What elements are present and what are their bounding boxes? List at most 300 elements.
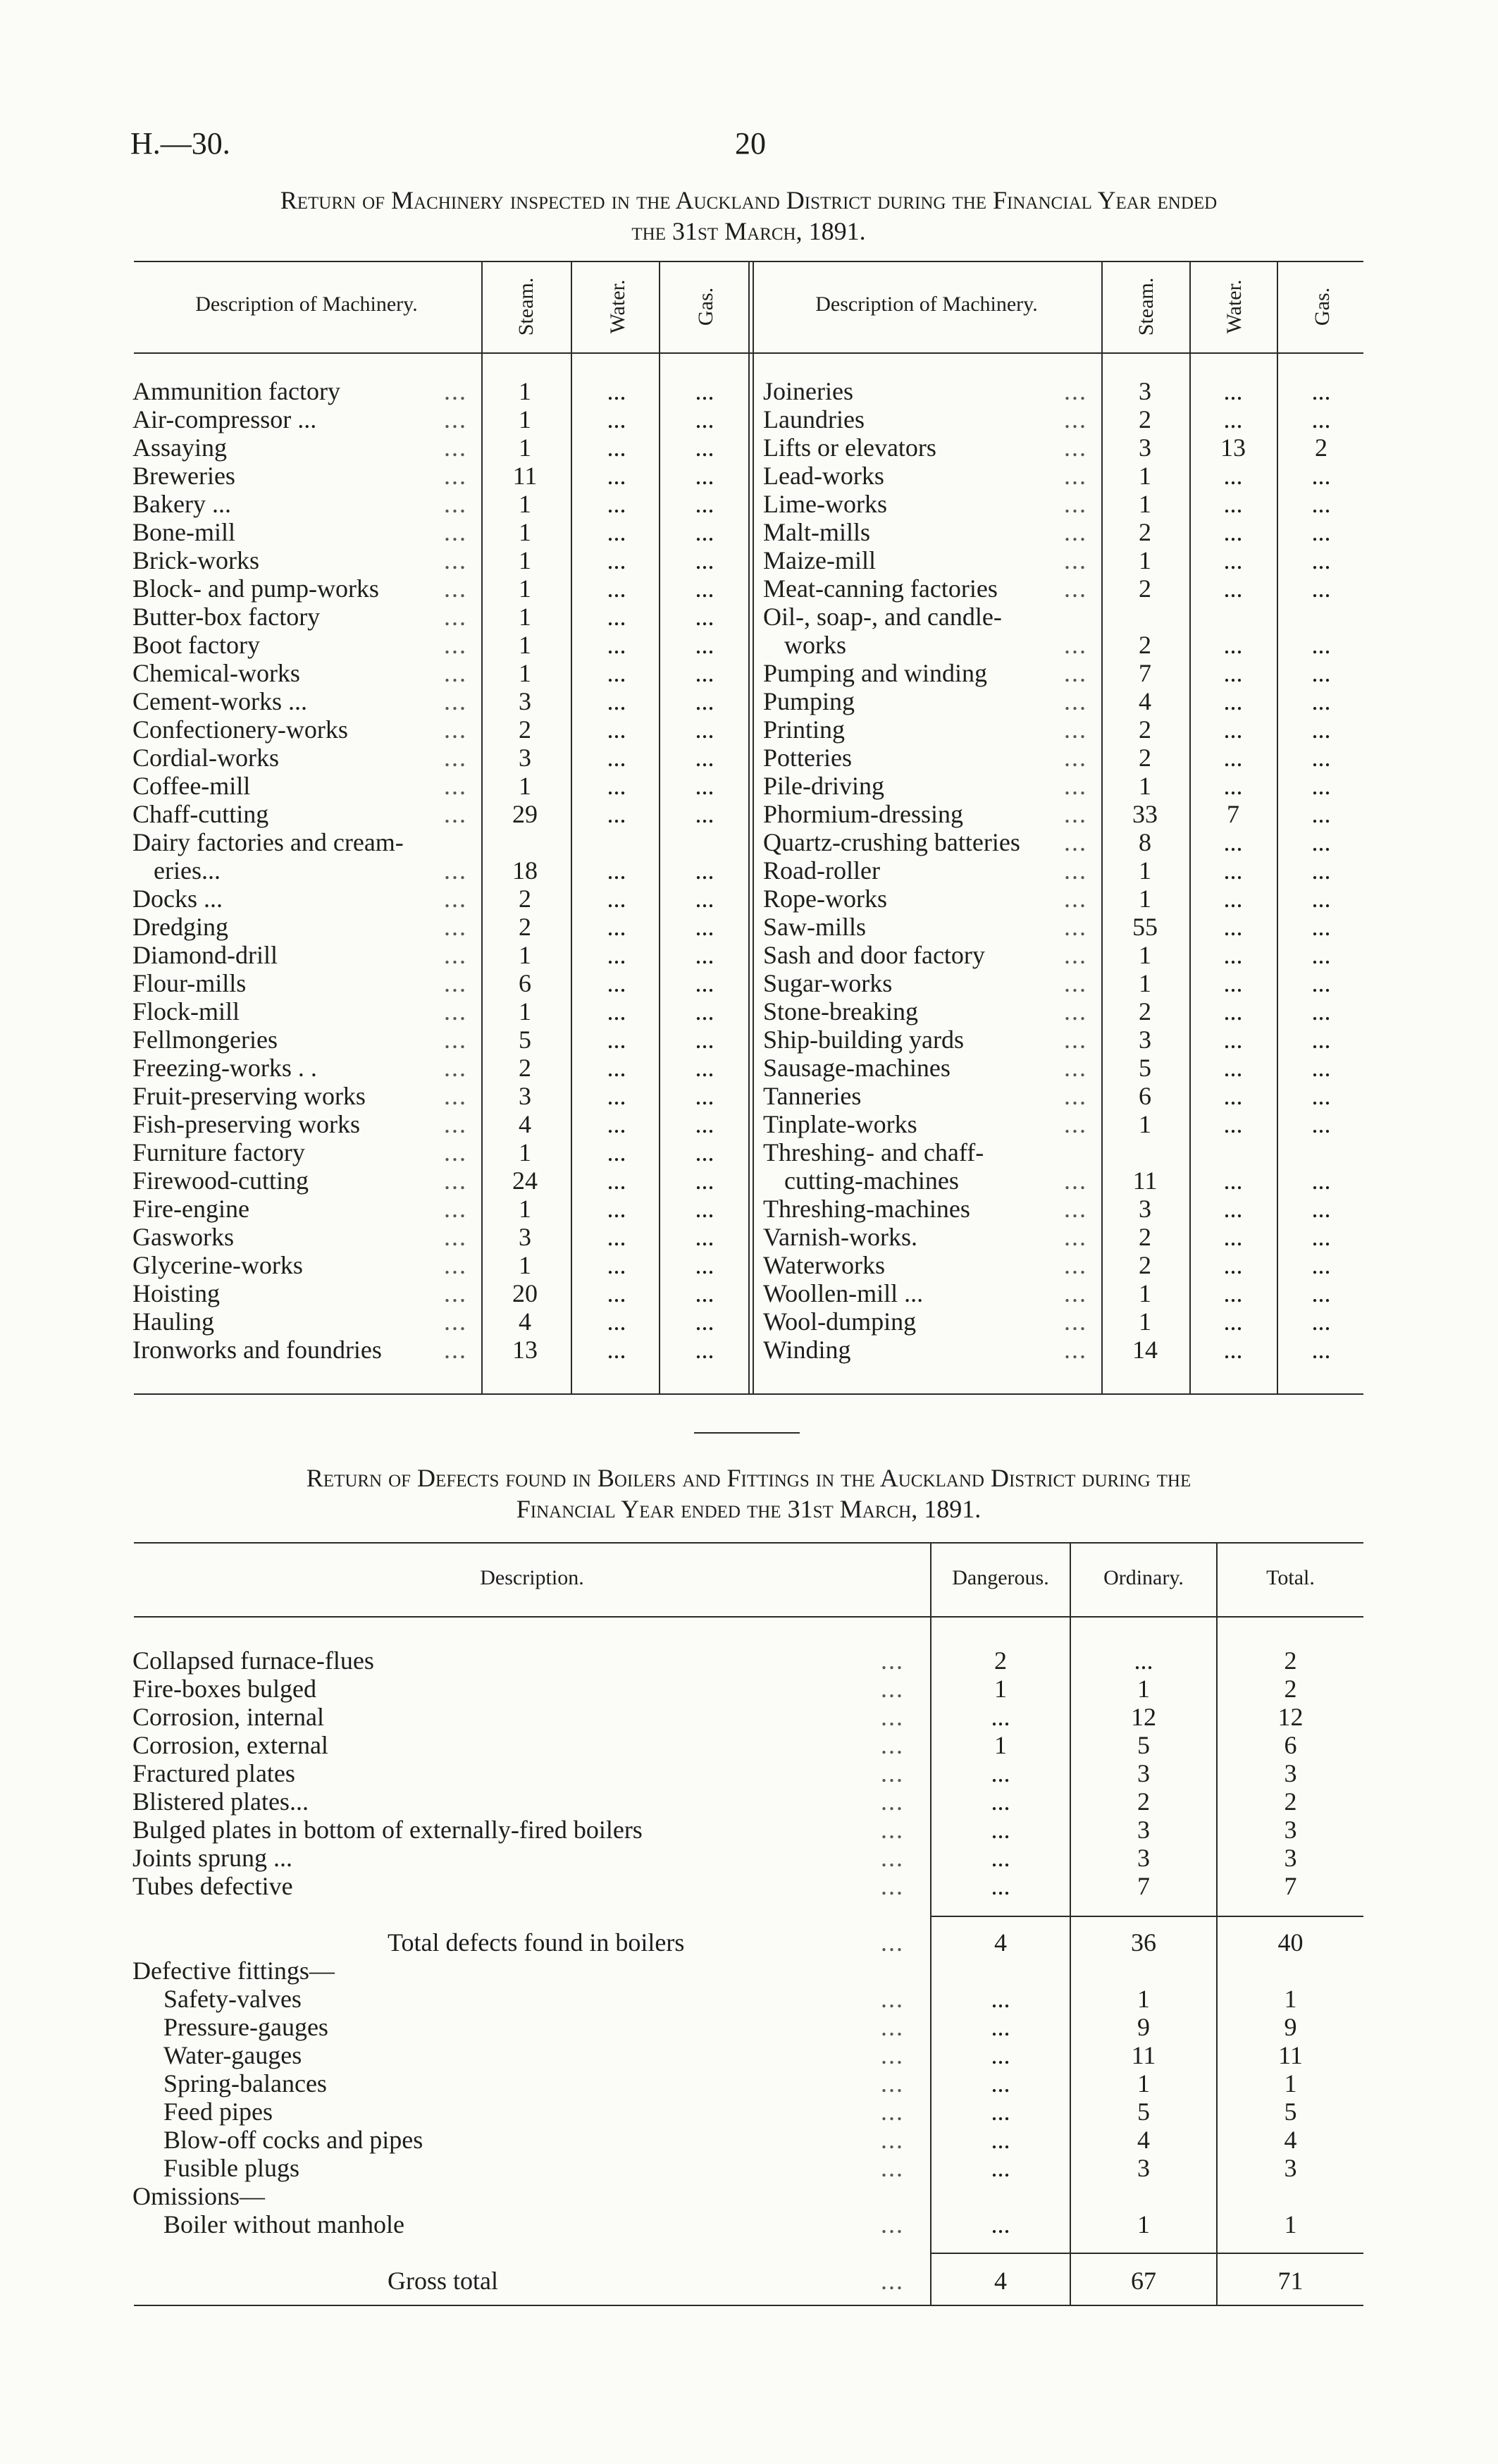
steam-value: 5 — [519, 1025, 531, 1054]
total-value: 71 — [1277, 2267, 1304, 2295]
steam-value: 1 — [1139, 969, 1151, 997]
gas-value: ... — [1311, 546, 1331, 574]
table-row — [0, 1759, 1498, 1787]
machinery-description: Tinplate-works — [763, 1110, 917, 1138]
leader-dots: ... — [444, 1251, 467, 1279]
leader-dots: ... — [444, 1110, 467, 1138]
steam-value: 2 — [1139, 744, 1151, 772]
water-value: ... — [1223, 462, 1243, 490]
machinery-description: Sugar-works — [763, 969, 893, 997]
dangerous-value: ... — [991, 2126, 1010, 2154]
table-row — [0, 2126, 1498, 2154]
steam-value: 24 — [512, 1166, 538, 1195]
machinery-description: Flour-mills — [132, 969, 247, 997]
leader-dots: ... — [444, 969, 467, 997]
col-gas-left: Gas. — [694, 287, 717, 326]
table-row — [0, 1985, 1498, 2013]
leader-dots: ... — [1064, 687, 1087, 715]
steam-value: 2 — [1139, 518, 1151, 546]
ordinary-value: 2 — [1137, 1787, 1150, 1816]
col-water-left: Water. — [606, 279, 629, 334]
water-value: 7 — [1227, 800, 1239, 828]
steam-value: 1 — [519, 941, 531, 969]
water-value: ... — [1223, 1110, 1243, 1138]
gas-value: ... — [695, 462, 714, 490]
defect-description: Water-gauges — [163, 2041, 302, 2069]
gas-value: ... — [695, 1279, 714, 1307]
leader-dots: ... — [881, 1731, 904, 1759]
water-value: ... — [607, 546, 626, 574]
water-value: ... — [607, 772, 626, 800]
leader-dots: ... — [881, 2013, 904, 2041]
machinery-description: Lime-works — [763, 490, 887, 518]
steam-value: 5 — [1139, 1054, 1151, 1082]
gas-value: ... — [695, 433, 714, 462]
steam-value: 6 — [1139, 1082, 1151, 1110]
water-value: ... — [1223, 574, 1243, 603]
table-row — [0, 1731, 1498, 1759]
gas-value: ... — [695, 1251, 714, 1279]
water-value: ... — [1223, 1054, 1243, 1082]
table-row — [0, 1646, 1498, 1675]
ordinary-value: 9 — [1137, 2013, 1150, 2041]
water-value: ... — [1223, 969, 1243, 997]
ordinary-value: ... — [1134, 1646, 1153, 1675]
machinery-description: Meat-canning factories — [763, 574, 998, 603]
leader-dots: ... — [881, 1787, 904, 1816]
steam-value: 1 — [1139, 490, 1151, 518]
machinery-description: Block- and pump-works — [132, 574, 379, 603]
gas-value: ... — [695, 1336, 714, 1364]
machinery-description: Docks ... — [132, 885, 223, 913]
total-value: 5 — [1284, 2098, 1297, 2126]
machinery-description: Winding — [763, 1336, 851, 1364]
steam-value: 1 — [519, 997, 531, 1025]
machinery-description: Phormium-dressing — [763, 800, 963, 828]
leader-dots: ... — [881, 1985, 904, 2013]
steam-value: 1 — [1139, 462, 1151, 490]
machinery-description: Rope-works — [763, 885, 887, 913]
machinery-description: Hoisting — [132, 1279, 221, 1307]
total-value: 1 — [1284, 2069, 1297, 2098]
leader-dots: ... — [444, 1307, 467, 1336]
defect-description: Blistered plates... — [132, 1787, 309, 1816]
gas-value: ... — [695, 1110, 714, 1138]
dangerous-value: ... — [991, 2098, 1010, 2126]
gas-value: 2 — [1315, 433, 1327, 462]
leader-dots: ... — [1064, 546, 1087, 574]
leader-dots: ... — [444, 997, 467, 1025]
gas-value: ... — [1311, 772, 1331, 800]
gas-value: ... — [695, 405, 714, 433]
machinery-description: Tanneries — [763, 1082, 862, 1110]
gas-value: ... — [695, 1195, 714, 1223]
defect-description: Spring-balances — [163, 2069, 327, 2098]
total-value: 12 — [1277, 1703, 1304, 1731]
ordinary-value: 1 — [1137, 2210, 1150, 2238]
leader-dots: ... — [881, 2069, 904, 2098]
water-value: ... — [1223, 546, 1243, 574]
defect-description: Boiler without manhole — [163, 2210, 404, 2238]
gas-value: ... — [695, 518, 714, 546]
leader-dots: ... — [444, 941, 467, 969]
leader-dots: ... — [881, 2041, 904, 2069]
water-value: ... — [1223, 1251, 1243, 1279]
water-value: ... — [607, 1279, 626, 1307]
gas-value: ... — [695, 490, 714, 518]
leader-dots: ... — [1064, 1054, 1087, 1082]
defect-description: Pressure-gauges — [163, 2013, 328, 2041]
steam-value: 3 — [1139, 1195, 1151, 1223]
machinery-description: Laundries — [763, 405, 865, 433]
defect-description: Blow-off cocks and pipes — [163, 2126, 423, 2154]
leader-dots: ... — [1064, 885, 1087, 913]
water-value: ... — [607, 969, 626, 997]
table-row — [0, 2098, 1498, 2126]
leader-dots: ... — [881, 2154, 904, 2182]
steam-value: 3 — [1139, 377, 1151, 405]
machinery-description: Road-roller — [763, 856, 880, 885]
total-value: 3 — [1284, 1816, 1297, 1844]
water-value: ... — [607, 433, 626, 462]
dangerous-value: ... — [991, 1816, 1010, 1844]
machinery-description: Woollen-mill ... — [763, 1279, 924, 1307]
steam-value: 2 — [1139, 631, 1151, 659]
total-value: 3 — [1284, 2154, 1297, 2182]
gas-value: ... — [1311, 631, 1331, 659]
leader-dots: ... — [1064, 1223, 1087, 1251]
gas-value: ... — [1311, 856, 1331, 885]
leader-dots: ... — [444, 687, 467, 715]
machinery-description: Furniture factory — [132, 1138, 305, 1166]
dangerous-value: ... — [991, 2154, 1010, 2182]
water-value: ... — [1223, 1166, 1243, 1195]
steam-value: 1 — [1139, 941, 1151, 969]
ordinary-value: 3 — [1137, 1759, 1150, 1787]
leader-dots: ... — [444, 800, 467, 828]
machinery-description: Firewood-cutting — [132, 1166, 309, 1195]
steam-value: 1 — [1139, 1279, 1151, 1307]
gas-value: ... — [1311, 1307, 1331, 1336]
water-value: ... — [607, 715, 626, 744]
gas-value: ... — [1311, 462, 1331, 490]
leader-dots: ... — [444, 631, 467, 659]
steam-value: 3 — [519, 744, 531, 772]
ordinary-value: 36 — [1131, 1928, 1156, 1957]
steam-value: 11 — [512, 462, 538, 490]
gas-value: ... — [1311, 800, 1331, 828]
steam-value: 1 — [1139, 772, 1151, 800]
steam-value: 2 — [519, 885, 531, 913]
gas-value: ... — [1311, 715, 1331, 744]
total-value: 6 — [1284, 1731, 1297, 1759]
steam-value: 1 — [519, 433, 531, 462]
water-value: ... — [1223, 405, 1243, 433]
gas-value: ... — [695, 603, 714, 631]
steam-value: 1 — [519, 1195, 531, 1223]
water-value: ... — [607, 1025, 626, 1054]
table-row — [0, 1816, 1498, 1844]
leader-dots: ... — [444, 913, 467, 941]
water-value: ... — [1223, 997, 1243, 1025]
dangerous-value: ... — [991, 1787, 1010, 1816]
leader-dots: ... — [881, 2098, 904, 2126]
total-value: 40 — [1277, 1928, 1304, 1957]
water-value: ... — [607, 405, 626, 433]
steam-value: 1 — [519, 1251, 531, 1279]
gas-value: ... — [695, 631, 714, 659]
col-steam-right: Steam. — [1134, 277, 1158, 336]
col-description: Description. — [480, 1566, 584, 1589]
gas-value: ... — [1311, 828, 1331, 856]
steam-value: 55 — [1132, 913, 1158, 941]
dangerous-value: 4 — [994, 1928, 1007, 1957]
leader-dots: ... — [881, 2126, 904, 2154]
col-desc-left: Description of Machinery. — [195, 292, 418, 316]
leader-dots: ... — [444, 885, 467, 913]
gas-value: ... — [1311, 405, 1331, 433]
water-value: ... — [607, 1336, 626, 1364]
dangerous-value: ... — [991, 2069, 1010, 2098]
col-total: Total. — [1266, 1566, 1315, 1589]
gas-value: ... — [695, 1025, 714, 1054]
defect-description: Corrosion, external — [132, 1731, 328, 1759]
machinery-description: Wool-dumping — [763, 1307, 917, 1336]
ordinary-value: 1 — [1137, 1675, 1150, 1703]
machinery-description: Printing — [763, 715, 846, 744]
defect-description: Safety-valves — [163, 1985, 302, 2013]
machinery-description: Gasworks — [132, 1223, 234, 1251]
steam-value: 1 — [1139, 1307, 1151, 1336]
leader-dots: ... — [444, 1166, 467, 1195]
machinery-description: Dairy factories and cream- — [132, 828, 404, 856]
machinery-description: Air-compressor ... — [132, 405, 317, 433]
machinery-description: Stone-breaking — [763, 997, 918, 1025]
machinery-description: Fire-engine — [132, 1195, 249, 1223]
gas-value: ... — [695, 715, 714, 744]
table-row — [0, 2210, 1498, 2238]
gas-value: ... — [695, 1166, 714, 1195]
gas-value: ... — [1311, 885, 1331, 913]
total-value: 1 — [1284, 1985, 1297, 2013]
table-row — [0, 1928, 1498, 1957]
machinery-description: Potteries — [763, 744, 852, 772]
water-value: ... — [607, 518, 626, 546]
machinery-description: works — [784, 631, 846, 659]
defect-description: Fire-boxes bulged — [132, 1675, 316, 1703]
leader-dots: ... — [1064, 1279, 1087, 1307]
defects-title-line2: Financial Year ended the 31st March, 1891. — [516, 1495, 982, 1523]
gas-value: ... — [1311, 659, 1331, 687]
table-row — [0, 2013, 1498, 2041]
steam-value: 1 — [519, 631, 531, 659]
steam-value: 29 — [512, 800, 538, 828]
defect-description: Tubes defective — [132, 1872, 293, 1900]
table-row — [0, 1703, 1498, 1731]
water-value: ... — [1223, 631, 1243, 659]
machinery-title-line2: the 31st March, 1891. — [631, 217, 866, 245]
steam-value: 1 — [519, 603, 531, 631]
ordinary-value: 4 — [1137, 2126, 1150, 2154]
steam-value: 4 — [519, 1307, 531, 1336]
col-water-right: Water. — [1222, 279, 1246, 334]
leader-dots: ... — [881, 2210, 904, 2238]
leader-dots: ... — [1064, 800, 1087, 828]
water-value: ... — [607, 1166, 626, 1195]
machinery-description: Cement-works ... — [132, 687, 307, 715]
gas-value: ... — [695, 574, 714, 603]
leader-dots: ... — [444, 1336, 467, 1364]
gas-value: ... — [695, 744, 714, 772]
leader-dots: ... — [1064, 1110, 1087, 1138]
gas-value: ... — [695, 1223, 714, 1251]
leader-dots: ... — [1064, 433, 1087, 462]
leader-dots: ... — [881, 1646, 904, 1675]
leader-dots: ... — [881, 1872, 904, 1900]
ordinary-value: 5 — [1137, 2098, 1150, 2126]
ordinary-value: 12 — [1131, 1703, 1156, 1731]
water-value: ... — [1223, 518, 1243, 546]
leader-dots: ... — [1064, 405, 1087, 433]
machinery-description: Lead-works — [763, 462, 884, 490]
machinery-description: Oil-, soap-, and candle- — [763, 603, 1002, 631]
leader-dots: ... — [444, 546, 467, 574]
steam-value: 1 — [1139, 1110, 1151, 1138]
leader-dots: ... — [444, 715, 467, 744]
steam-value: 4 — [1139, 687, 1151, 715]
leader-dots: ... — [1064, 913, 1087, 941]
leader-dots: ... — [1064, 772, 1087, 800]
gas-value: ... — [1311, 1251, 1331, 1279]
steam-value: 2 — [1139, 1251, 1151, 1279]
steam-value: 1 — [519, 546, 531, 574]
leader-dots: ... — [1064, 969, 1087, 997]
water-value: ... — [607, 997, 626, 1025]
defect-description: Collapsed furnace-flues — [132, 1646, 374, 1675]
machinery-description: Fellmongeries — [132, 1025, 278, 1054]
machinery-description: Cordial-works — [132, 744, 279, 772]
gas-value: ... — [1311, 913, 1331, 941]
dangerous-value: ... — [991, 1759, 1010, 1787]
water-value: ... — [607, 377, 626, 405]
machinery-description: Varnish-works. — [763, 1223, 917, 1251]
leader-dots: ... — [1064, 941, 1087, 969]
dangerous-value: ... — [991, 1703, 1010, 1731]
leader-dots: ... — [1064, 462, 1087, 490]
leader-dots: ... — [444, 518, 467, 546]
defect-description: Fusible plugs — [163, 2154, 300, 2182]
machinery-description: Diamond-drill — [132, 941, 278, 969]
machinery-description: Ammunition factory — [132, 377, 340, 405]
water-value: ... — [607, 1138, 626, 1166]
leader-dots: ... — [444, 1082, 467, 1110]
col-steam-left: Steam. — [514, 277, 538, 336]
gas-value: ... — [695, 1138, 714, 1166]
machinery-description: Waterworks — [763, 1251, 886, 1279]
total-value: 4 — [1284, 2126, 1297, 2154]
table-row — [0, 1872, 1498, 1900]
table-row — [0, 1787, 1498, 1816]
leader-dots: ... — [1064, 1082, 1087, 1110]
defect-description: Bulged plates in bottom of externally-fired boilers — [132, 1816, 643, 1844]
defect-description: Joints sprung ... — [132, 1844, 293, 1872]
machinery-description: Boot factory — [132, 631, 260, 659]
gas-value: ... — [1311, 1025, 1331, 1054]
leader-dots: ... — [444, 772, 467, 800]
steam-value: 6 — [519, 969, 531, 997]
water-value: ... — [607, 1110, 626, 1138]
steam-value: 1 — [519, 574, 531, 603]
water-value: ... — [607, 490, 626, 518]
total-value: 2 — [1284, 1646, 1297, 1675]
machinery-description: Butter-box factory — [132, 603, 321, 631]
steam-value: 3 — [519, 687, 531, 715]
ordinary-value: 5 — [1137, 1731, 1150, 1759]
water-value: ... — [607, 1195, 626, 1223]
gas-value: ... — [1311, 1195, 1331, 1223]
leader-dots: ... — [1064, 659, 1087, 687]
total-value: 2 — [1284, 1675, 1297, 1703]
leader-dots: ... — [881, 1928, 904, 1957]
steam-value: 3 — [1139, 433, 1151, 462]
leader-dots: ... — [1064, 997, 1087, 1025]
machinery-description: Brick-works — [132, 546, 259, 574]
ordinary-value: 1 — [1137, 1985, 1150, 2013]
page-number: 20 — [735, 126, 766, 161]
defect-description: Total defects found in boilers — [388, 1928, 685, 1957]
steam-value: 2 — [1139, 715, 1151, 744]
total-value: 11 — [1278, 2041, 1303, 2069]
water-value: ... — [607, 1251, 626, 1279]
defect-description: Fractured plates — [132, 1759, 295, 1787]
leader-dots: ... — [444, 462, 467, 490]
gas-value: ... — [1311, 377, 1331, 405]
water-value: ... — [607, 462, 626, 490]
machinery-description: Glycerine-works — [132, 1251, 303, 1279]
gas-value: ... — [1311, 744, 1331, 772]
water-value: ... — [607, 1223, 626, 1251]
water-value: ... — [607, 1082, 626, 1110]
total-value: 1 — [1284, 2210, 1297, 2238]
water-value: ... — [1223, 687, 1243, 715]
total-value: 3 — [1284, 1844, 1297, 1872]
gas-value: ... — [1311, 1082, 1331, 1110]
water-value: ... — [607, 941, 626, 969]
document-code: H.—30. — [130, 126, 230, 161]
water-value: ... — [607, 659, 626, 687]
leader-dots: ... — [881, 1816, 904, 1844]
machinery-description: Sash and door factory — [763, 941, 985, 969]
leader-dots: ... — [1064, 828, 1087, 856]
steam-value: 1 — [1139, 856, 1151, 885]
water-value: ... — [1223, 1336, 1243, 1364]
machinery-description: Threshing-machines — [763, 1195, 970, 1223]
steam-value: 1 — [519, 1138, 531, 1166]
table-row — [0, 2267, 1498, 2295]
steam-value: 3 — [1139, 1025, 1151, 1054]
col-gas-right: Gas. — [1311, 287, 1334, 326]
gas-value: ... — [695, 997, 714, 1025]
machinery-description: cutting-machines — [784, 1166, 959, 1195]
machinery-description: Chemical-works — [132, 659, 300, 687]
steam-value: 14 — [1132, 1336, 1158, 1364]
water-value: ... — [607, 1307, 626, 1336]
defect-description: Feed pipes — [163, 2098, 273, 2126]
ordinary-value: 3 — [1137, 2154, 1150, 2182]
water-value: ... — [607, 603, 626, 631]
leader-dots: ... — [444, 856, 467, 885]
steam-value: 1 — [1139, 546, 1151, 574]
